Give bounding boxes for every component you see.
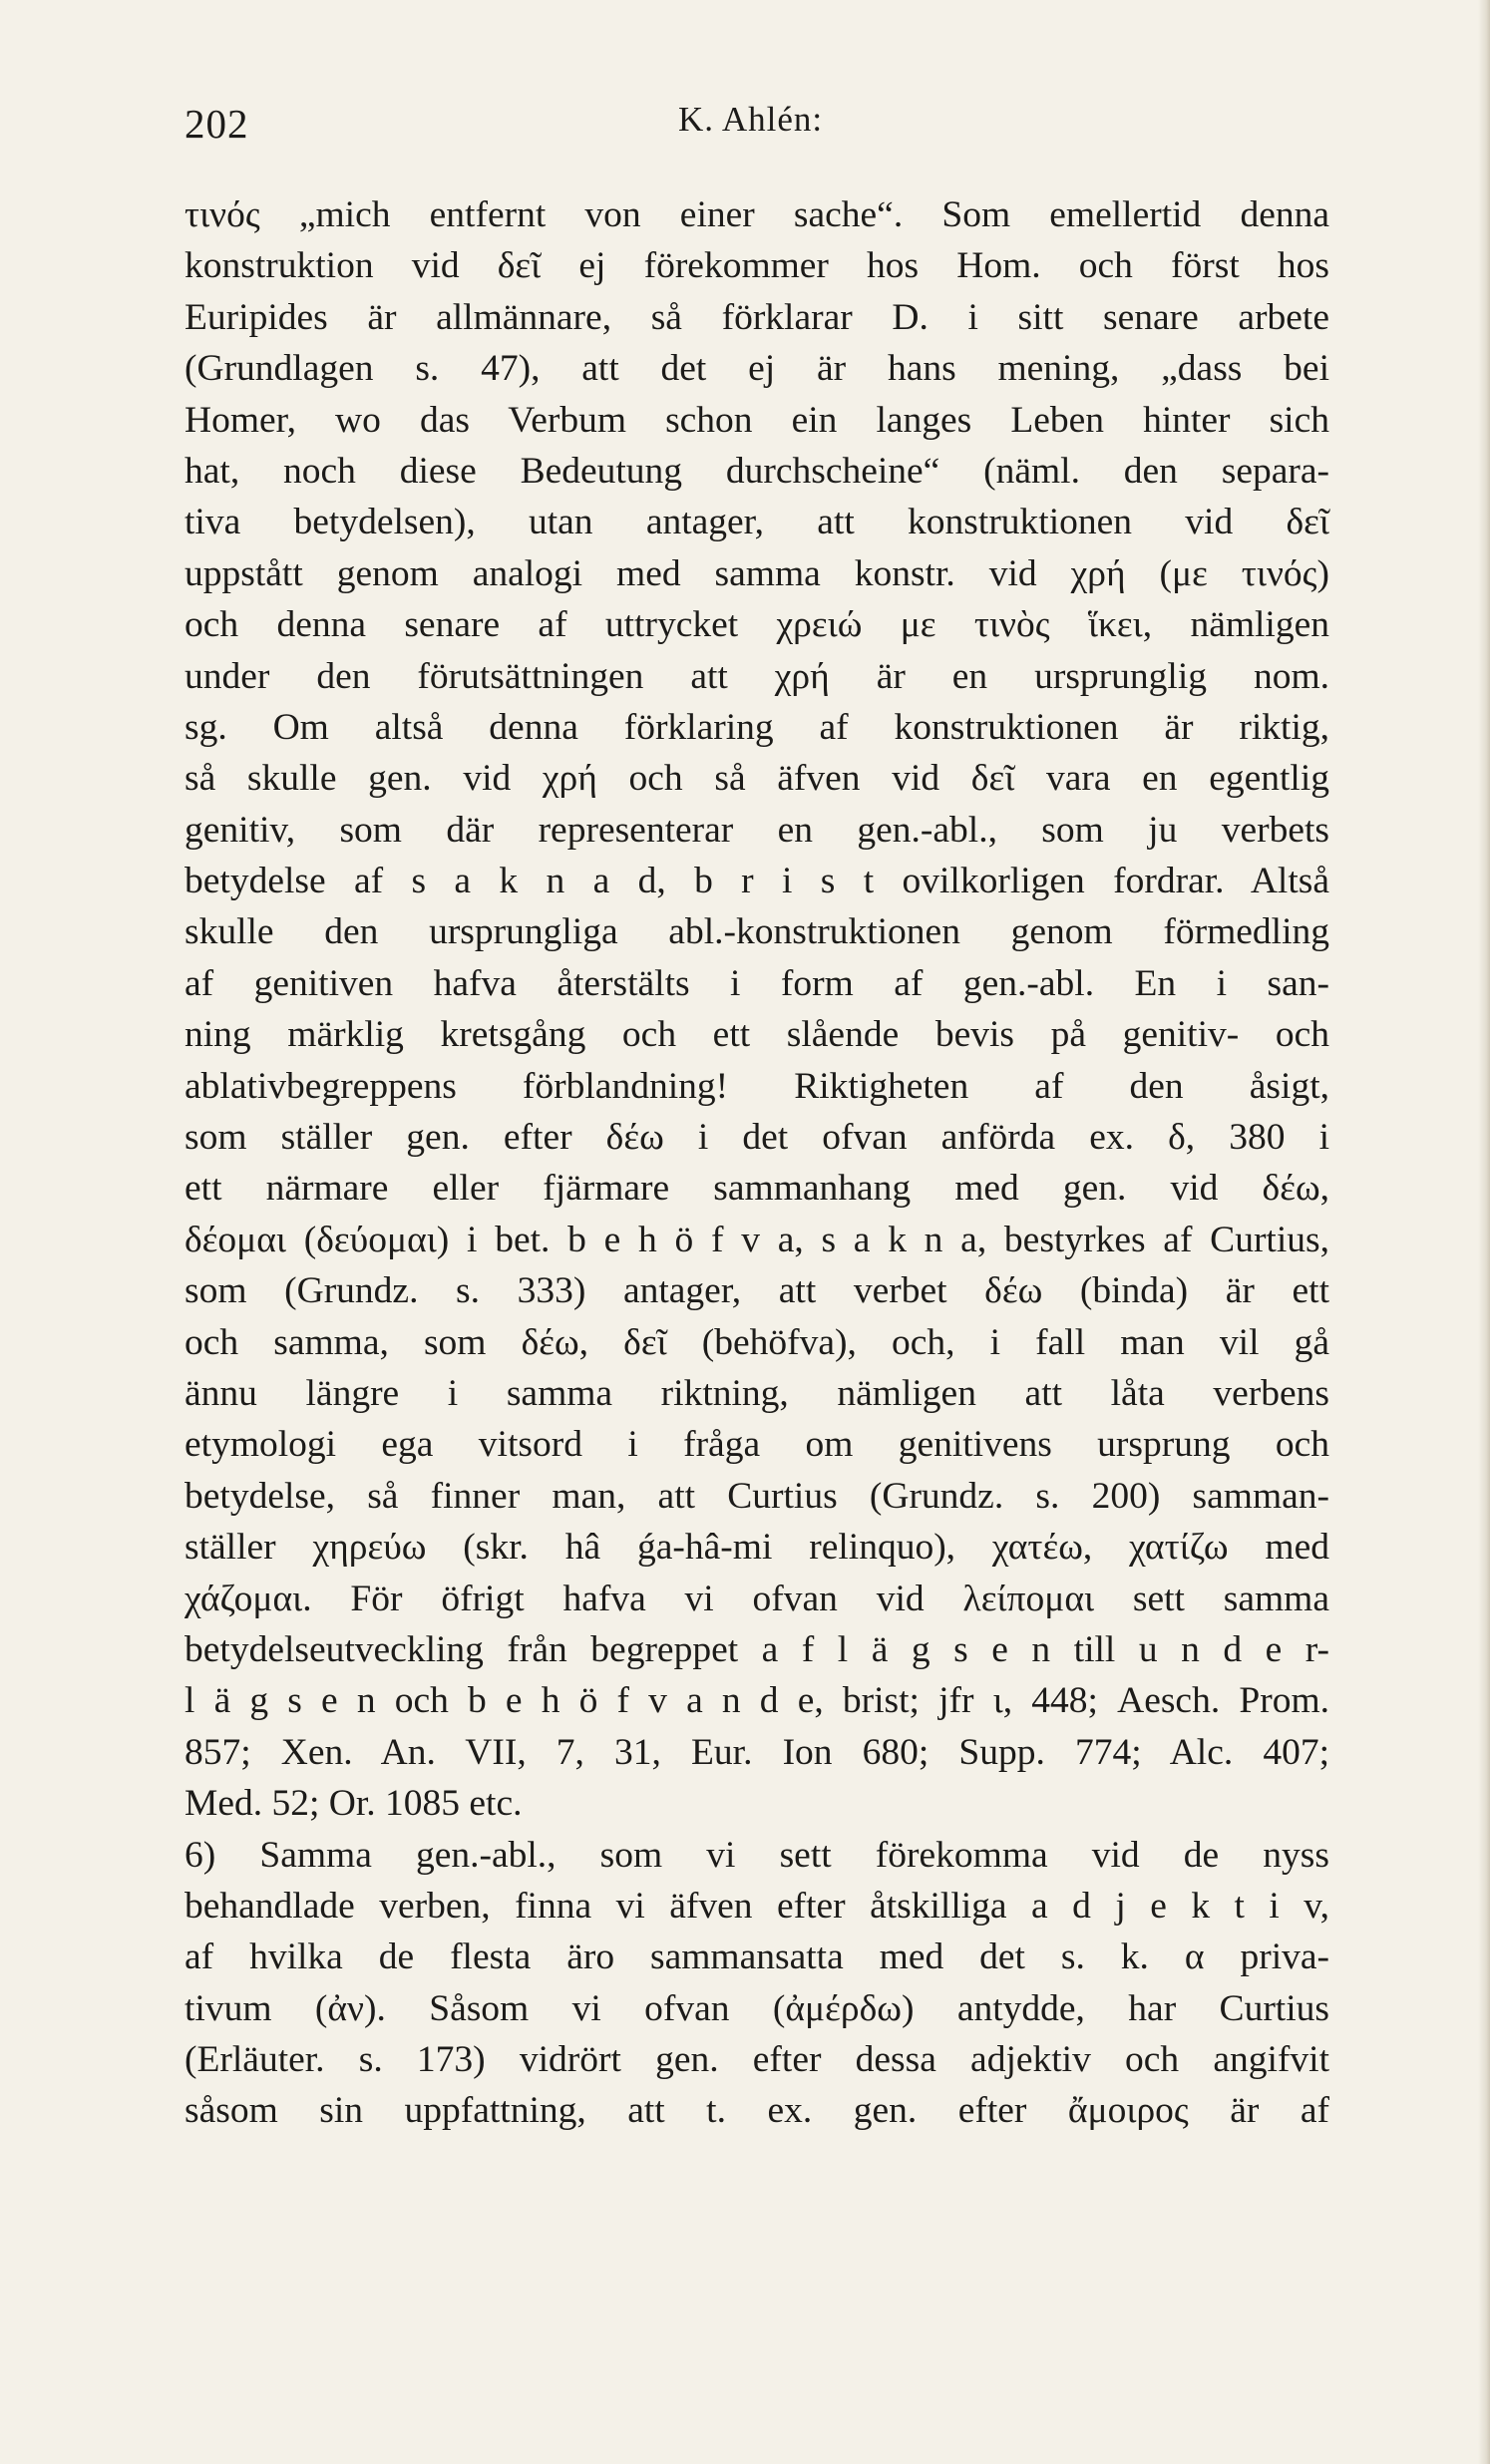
text-line: l ä g s e n och b e h ö f v a n d e, brist; jfr ι, 448; Aesch. Prom. — [185, 1680, 1329, 1722]
text-line: (Erläuter. s. 173) vidrört gen. efter dessa adjektiv och angifvit — [185, 2039, 1329, 2081]
text-line: genitiv, som där representerar en gen.-abl., som ju verbets — [185, 809, 1329, 851]
text-line: 857; Xen. An. VII, 7, 31, Eur. Ion 680; Supp. 774; Alc. 407; — [185, 1731, 1329, 1773]
text-line: och denna senare af uttrycket χρειώ με τινὸς ἵκει, nämligen — [185, 604, 1329, 646]
text-line: betydelseutveckling från begreppet a f l ä g s e n till u n d e r- — [185, 1628, 1329, 1670]
text-line: etymologi ega vitsord i fråga om genitivens ursprung och — [185, 1424, 1329, 1466]
text-line: Homer, wo das Verbum schon ein langes Leben hinter sich — [185, 399, 1329, 441]
text-line: så skulle gen. vid χρή och så äfven vid δεῖ vara en egentlig — [185, 758, 1329, 800]
page-edge-shadow — [1478, 0, 1490, 2464]
text-line: tivum (ἀν). Såsom vi ofvan (ἀμέρδω) antydde, har Curtius — [185, 1987, 1329, 2029]
text-line: τινός „mich entfernt von einer sache“. Som emellertid denna — [185, 194, 1329, 235]
text-line: ännu längre i samma riktning, nämligen att låta verbens — [185, 1372, 1329, 1414]
text-line: Euripides är allmännare, så förklarar D. i sitt senare arbete — [185, 296, 1329, 338]
text-line: (Grundlagen s. 47), att det ej är hans mening, „dass bei — [185, 348, 1329, 390]
text-line: uppstått genom analogi med samma konstr. vid χρή (με τινός) — [185, 552, 1329, 594]
running-head: K. Ahlén: — [678, 100, 824, 139]
text-line: 6) Samma gen.-abl., som vi sett förekomma vid de nyss — [185, 1834, 1329, 1876]
text-line: ablativbegreppens förblandning! Riktigheten af den åsigt, — [185, 1065, 1329, 1107]
text-line: af hvilka de flesta äro sammansatta med det s. k. α priva- — [185, 1936, 1329, 1978]
text-line: δέομαι (δεύομαι) i bet. b e h ö f v a, s a k n a, bestyrkes af Curtius, — [185, 1219, 1329, 1260]
page-number: 202 — [185, 101, 249, 147]
text-line: af genitiven hafva återstälts i form af gen.-abl. En i san- — [185, 962, 1329, 1004]
text-line: hat, noch diese Bedeutung durchscheine“ (näml. den separa- — [185, 450, 1329, 492]
text-line: ett närmare eller fjärmare sammanhang med gen. vid δέω, — [185, 1168, 1329, 1210]
text-line: under den förutsättningen att χρή är en ursprunglig nom. — [185, 655, 1329, 697]
text-line: ning märklig kretsgång och ett slående bevis på genitiv- och — [185, 1014, 1329, 1056]
text-line: sg. Om altså denna förklaring af konstruktionen är riktig, — [185, 706, 1329, 748]
text-line: som (Grundz. s. 333) antager, att verbet δέω (binda) är ett — [185, 1270, 1329, 1312]
text-line: konstruktion vid δεῖ ej förekommer hos Hom. och först hos — [185, 245, 1329, 287]
text-line: och samma, som δέω, δεῖ (behöfva), och, i fall man vil gå — [185, 1321, 1329, 1363]
text-line: betydelse, så finner man, att Curtius (Grundz. s. 200) samman- — [185, 1475, 1329, 1517]
text-line: betydelse af s a k n a d, b r i s t ovilkorligen fordrar. Altså — [185, 861, 1329, 902]
text-line: tiva betydelsen), utan antager, att konstruktionen vid δεῖ — [185, 502, 1329, 543]
text-line: såsom sin uppfattning, att t. ex. gen. efter ἄμοιρος är af — [185, 2090, 1329, 2132]
text-line: Med. 52; Or. 1085 etc. — [185, 1783, 523, 1825]
text-line: χάζομαι. För öfrigt hafva vi ofvan vid λείπομαι sett samma — [185, 1578, 1329, 1619]
text-line: behandlade verben, finna vi äfven efter åtskilliga a d j e k t i v, — [185, 1885, 1329, 1927]
body-text — [185, 189, 1329, 2137]
text-line: skulle den ursprungliga abl.-konstruktionen genom förmedling — [185, 911, 1329, 953]
text-line: ställer χηρεύω (skr. hâ ǵa-hâ-mi relinquo), χατέω, χατίζω med — [185, 1527, 1329, 1569]
text-line: som ställer gen. efter δέω i det ofvan anförda ex. δ, 380 i — [185, 1117, 1329, 1159]
